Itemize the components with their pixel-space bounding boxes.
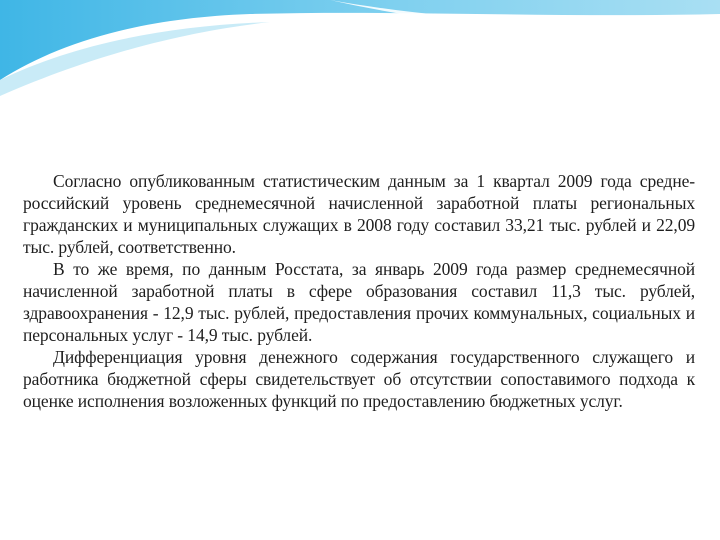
paragraph-1: Согласно опубликованным статистическим данным за 1 квартал 2009 года средне-российский уровень среднемесячной начисленной заработной платы региональных гражданских и муниципальных служащих в 2008 году составил 33,21 тыс. рублей и 22,09 тыс. рублей, соответственно. — [23, 171, 695, 257]
paragraph-3: Дифференциация уровня денежного содержания государственного служащего и работника бюджетной сферы свидетельствует об отсутствии сопоставимого подхода к оценке исполнения возложенных функций по предоставлению бюджетных услуг. — [23, 347, 695, 411]
header-swoosh-decoration — [0, 0, 720, 100]
swoosh-main-band — [0, 0, 720, 80]
paragraph-2: В то же время, по данным Росстата, за январь 2009 года размер среднемесячной начисленной заработной платы в сфере образования составил 11,3 тыс. рублей, здравоохранения - 12,9 тыс. рублей, предоставления прочих коммунальных, социальных и персональных услуг - 14,9 тыс. рублей. — [23, 259, 695, 345]
body-text — [23, 170, 695, 425]
